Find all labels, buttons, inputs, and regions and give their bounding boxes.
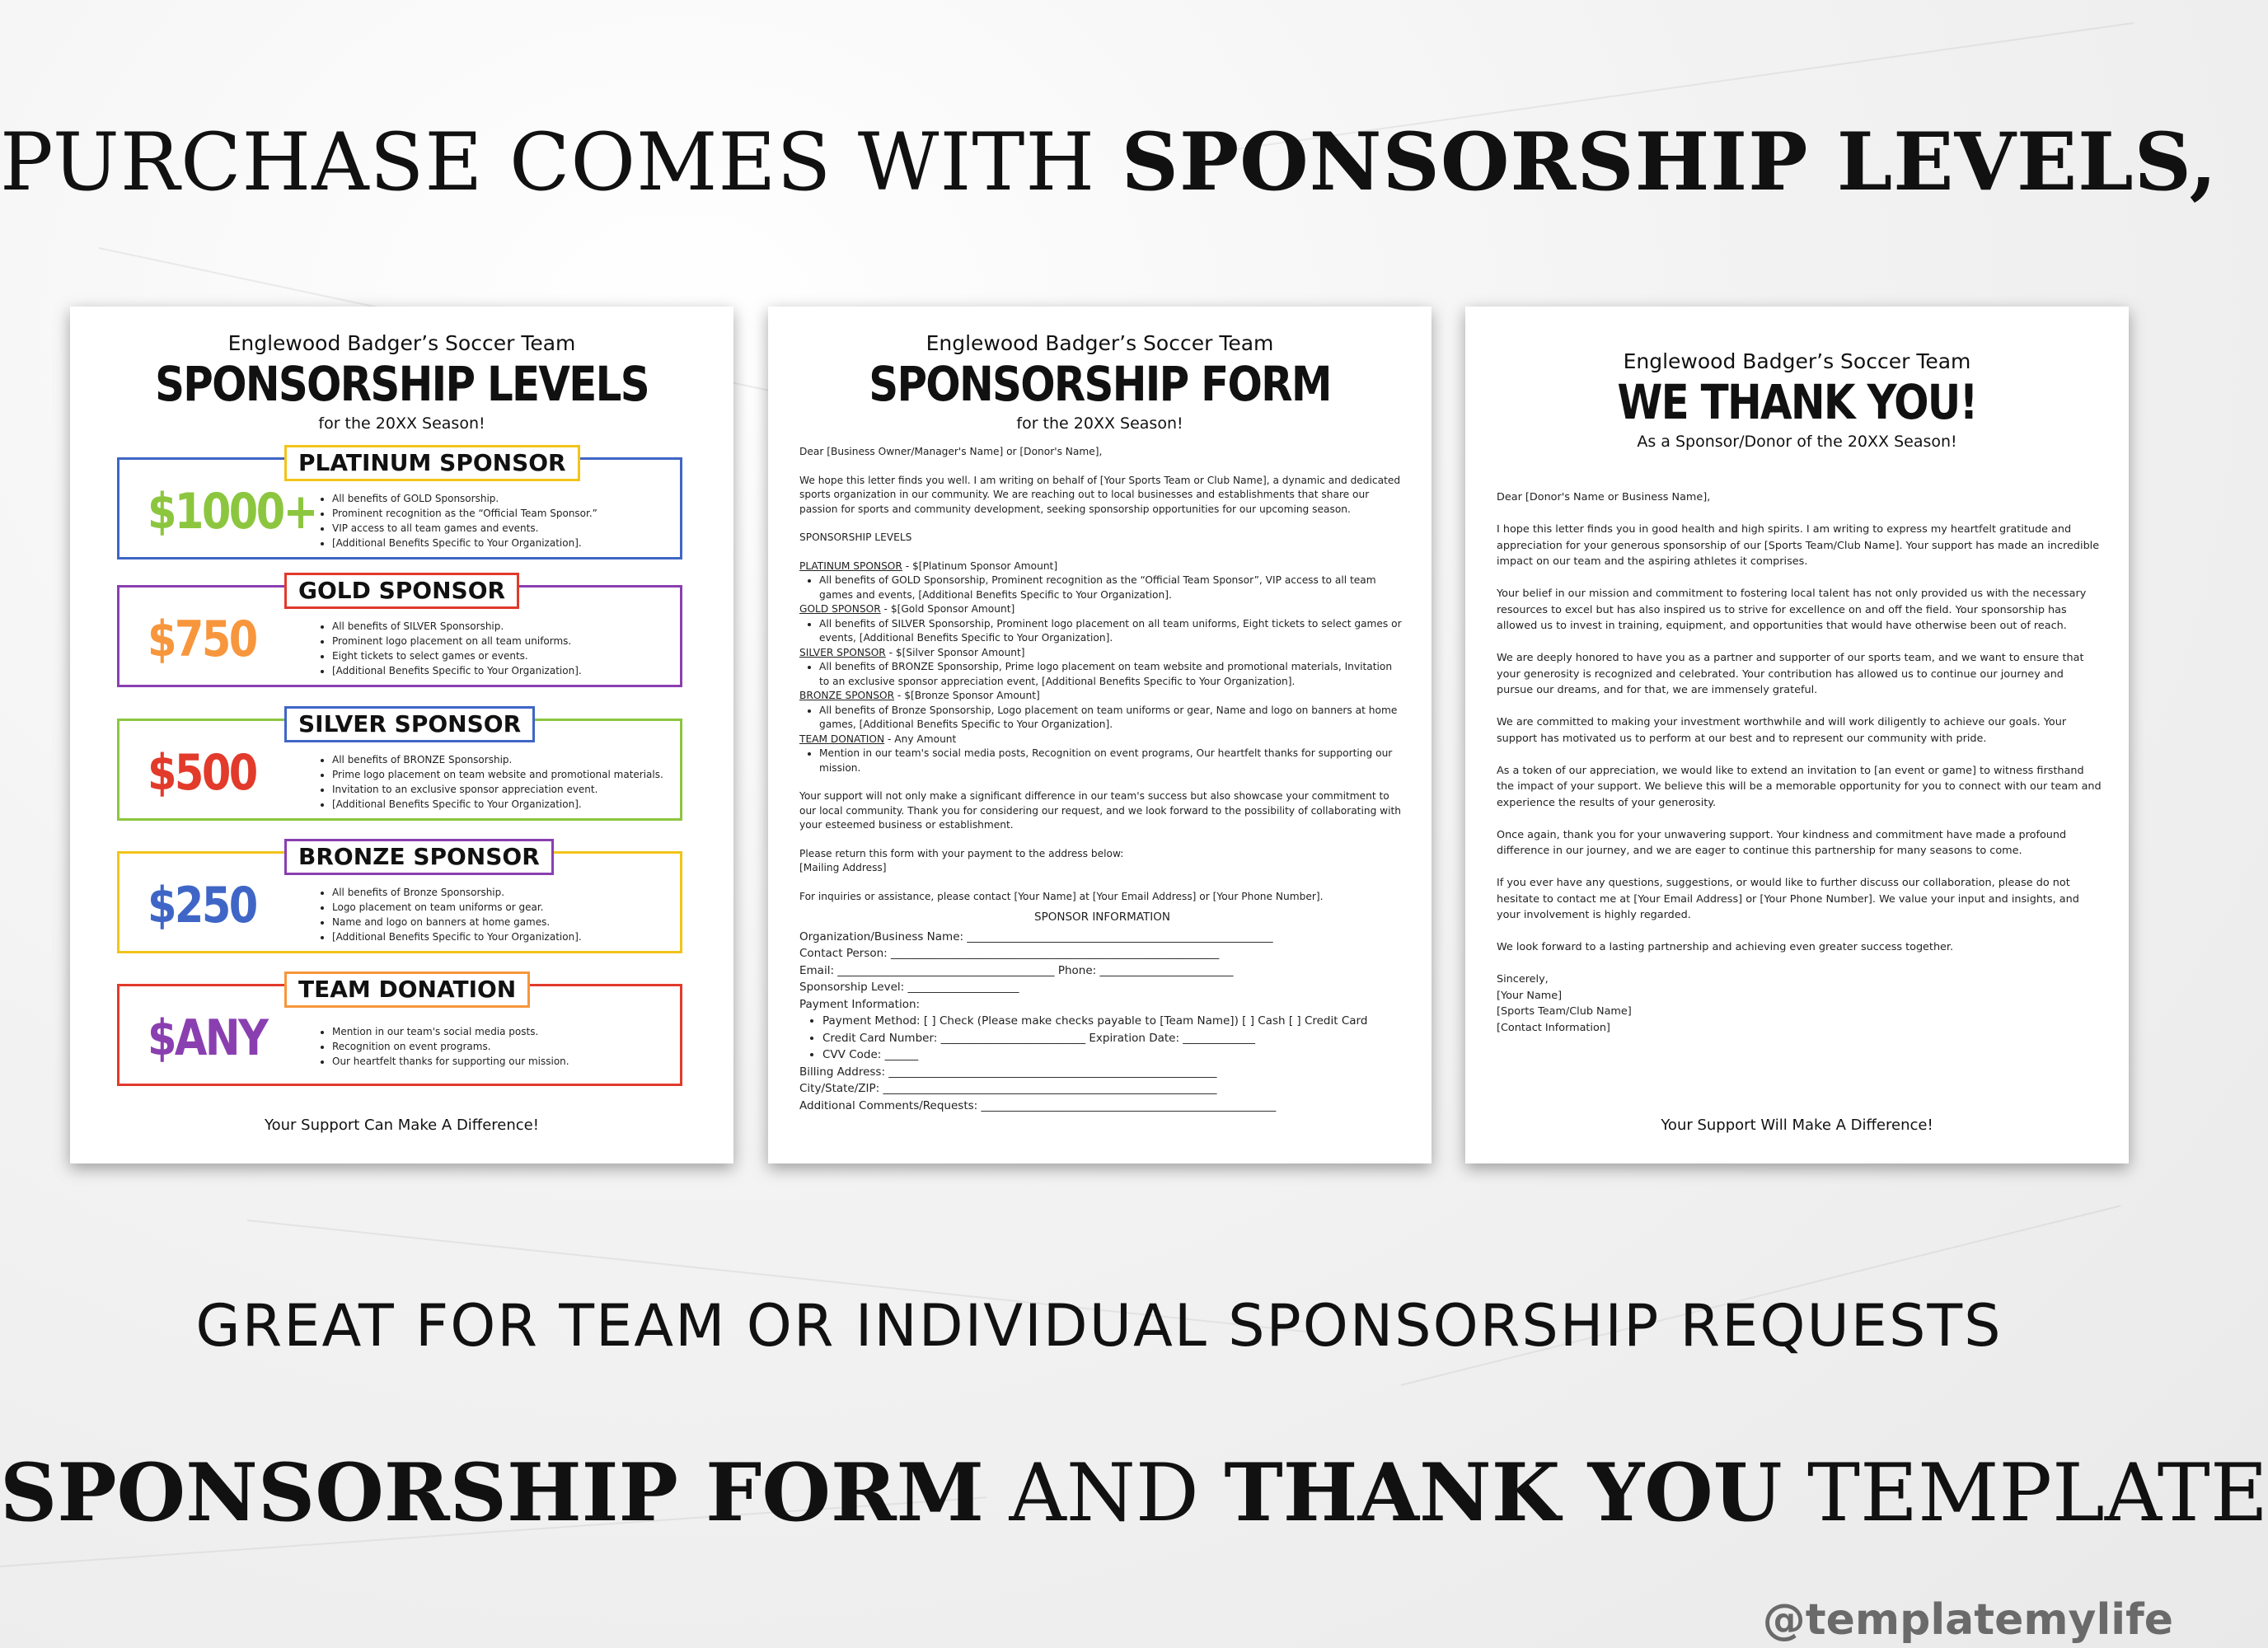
form-greeting: Dear [Business Owner/Manager's Name] or [Donor's Name],: [799, 446, 1103, 457]
form-level-benefits: [799, 617, 1405, 646]
levels-footer: Your Support Can Make A Difference!: [265, 1117, 539, 1134]
form-team-name: Englewood Badger’s Soccer Team: [925, 331, 1274, 355]
sponsor-level-name: SILVER SPONSOR: [284, 706, 535, 742]
form-level-description: • All benefits of BRONZE Sponsorship, Prime logo placement on team website and promotional materials, Invitation to an exclusive sponsor appreciation event, [Additional Benefits Specific to Your Organization].: [819, 660, 1405, 689]
sponsor-level-amount: $250: [148, 877, 256, 934]
sponsor-level-box: [117, 843, 682, 953]
form-level-row: [799, 733, 1405, 747]
benefit-item: • All benefits of GOLD Sponsorship.: [332, 491, 597, 506]
comments-field[interactable]: Additional Comments/Requests: _____________________________________________________: [799, 1098, 1277, 1112]
billing-address-field[interactable]: Billing Address: ___________________________________________________________: [799, 1065, 1217, 1079]
sponsor-level-amount: $500: [148, 744, 256, 802]
benefit-item: • Prime logo placement on team website and promotional materials.: [332, 767, 663, 782]
form-level-benefits: [799, 704, 1405, 733]
form-subtitle: for the 20XX Season!: [1016, 414, 1183, 433]
org-name-field[interactable]: Organization/Business Name: _______________________________________________________: [799, 929, 1273, 943]
brand-watermark: @templatemylife: [1762, 1595, 2173, 1645]
sponsor-level-box: [117, 577, 682, 687]
form-contact-line: For inquiries or assistance, please contact [Your Name] at [Your Email Address] or [Your Phone Number].: [799, 890, 1324, 902]
form-level-amount: - Any Amount: [884, 733, 957, 745]
benefit-item: • Invitation to an exclusive sponsor appreciation event.: [332, 782, 663, 797]
form-level-benefits: [799, 574, 1405, 602]
card-number-field[interactable]: • Credit Card Number: __________________________ Expiration Date: _____________: [822, 1030, 1405, 1047]
benefit-item: • All benefits of SILVER Sponsorship.: [332, 619, 582, 634]
sponsorship-level-field[interactable]: Sponsorship Level: ____________________: [799, 981, 1019, 994]
form-level-description: • All benefits of Bronze Sponsorship, Logo placement on team uniforms or gear, Name and logo on banners at home games, [Additional Benefits Specific to Your Organization].: [819, 704, 1405, 733]
thanks-body: [1497, 489, 2102, 1036]
form-support-paragraph: Your support will not only make a significant difference in our team's success but also showcase your commitment to our local community. Thank you for considering our request, and we look forward to the possibility of collaborating with your esteemed business or establishment.: [799, 790, 1402, 831]
benefit-item: • [Additional Benefits Specific to Your Organization].: [332, 929, 582, 944]
benefit-item: • VIP access to all team games and events.: [332, 521, 597, 536]
benefit-item: • Mention in our team's social media posts.: [332, 1024, 569, 1039]
headline-bottom-part3: THANK YOU: [1224, 1446, 1783, 1539]
thanks-signoff-line: Sincerely,: [1497, 973, 1549, 986]
form-level-row: [799, 646, 1405, 661]
cvv-field[interactable]: • CVV Code: ______: [822, 1046, 1405, 1064]
form-level-label: GOLD SPONSOR: [799, 603, 881, 615]
levels-subtitle: for the 20XX Season!: [318, 414, 485, 433]
headline-bottom-part2: AND: [984, 1447, 1225, 1539]
sponsor-level-name: PLATINUM SPONSOR: [284, 445, 580, 481]
headline-bottom-part4: TEMPLATE: [1782, 1447, 2268, 1539]
benefit-item: • Name and logo on banners at home games.: [332, 915, 582, 929]
sponsor-information-heading: SPONSOR INFORMATION: [1034, 911, 1170, 924]
form-level-amount: - $[Platinum Sponsor Amount]: [902, 559, 1058, 572]
sponsor-level-benefits: [321, 491, 597, 550]
thanks-team-name: Englewood Badger’s Soccer Team: [1623, 349, 1971, 373]
sponsor-level-amount: $ANY: [148, 1009, 267, 1067]
sponsorship-levels-page: [70, 307, 733, 1163]
benefit-item: • [Additional Benefits Specific to Your Organization].: [332, 536, 597, 550]
form-level-amount: - $[Silver Sponsor Amount]: [885, 646, 1025, 658]
form-level-amount: - $[Bronze Sponsor Amount]: [894, 690, 1040, 701]
form-return-line: Please return this form with your payment to the address below:: [799, 847, 1124, 859]
benefit-item: • [Additional Benefits Specific to Your Organization].: [332, 797, 663, 812]
thanks-subtitle: As a Sponsor/Donor of the 20XX Season!: [1637, 433, 1957, 451]
benefit-item: • Eight tickets to select games or events.: [332, 648, 582, 663]
sponsor-level-box: [117, 976, 682, 1086]
form-mailing-address: [Mailing Address]: [799, 862, 887, 873]
thanks-paragraph: I hope this letter finds you in good health and high spirits. I am writing to express my heartfelt gratitude and appreciation for your generous sponsorship of our [Sports Team/Club Name]. Your support has made an incredible impact on our team and the aspiring athletes it comprises.: [1497, 523, 2100, 568]
thanks-paragraph: Once again, thank you for your unwavering support. Your kindness and commitment have made a profound difference in our journey, and we are eager to continue this partnership for many seasons to come.: [1497, 828, 2067, 857]
form-level-row: [799, 559, 1405, 574]
headline-top: [0, 115, 2218, 208]
sponsor-level-benefits: [321, 1024, 569, 1069]
payment-fields: [799, 1013, 1405, 1064]
thanks-signoff-line: [Contact Information]: [1497, 1021, 1610, 1034]
form-title: SPONSORSHIP FORM: [869, 356, 1331, 412]
payment-method-field[interactable]: • Payment Method: [ ] Check (Please make checks payable to [Team Name]) [ ] Cash [ ] Credit Card: [822, 1013, 1405, 1030]
form-levels-list: [799, 559, 1405, 776]
email-phone-field[interactable]: Email: _______________________________________ Phone: ________________________: [799, 963, 1234, 977]
thanks-paragraph: We are deeply honored to have you as a partner and supporter of our sports team, and we want to ensure that your generosity is recognized and celebrated. Your contribution has allowed us to continue our journey and pursue our dreams, and for that, we are immensely grateful.: [1497, 652, 2084, 696]
thanks-paragraph: Your belief in our mission and commitment to fostering local talent has not only provided us with the necessary resources to excel but has also inspired us to strive for excellence on and off the field. Your sponsorship has allowed us to invest in training, equipment, and opportunities that would have otherwise been out of reach.: [1497, 588, 2087, 632]
levels-title: SPONSORSHIP LEVELS: [155, 356, 649, 412]
thanks-footer: Your Support Will Make A Difference!: [1661, 1117, 1933, 1134]
thanks-signoff: [1497, 971, 2102, 1036]
headline-bottom-part1: SPONSORSHIP FORM: [0, 1446, 984, 1539]
form-level-amount: - $[Gold Sponsor Amount]: [880, 603, 1015, 615]
benefit-item: • Logo placement on team uniforms or gear.: [332, 900, 582, 915]
form-level-description: • All benefits of SILVER Sponsorship, Prominent logo placement on all team uniforms, Eight tickets to select games or events, [Additional Benefits Specific to Your Organization].: [819, 617, 1405, 646]
form-levels-heading: SPONSORSHIP LEVELS: [799, 531, 912, 543]
sponsor-level-name: BRONZE SPONSOR: [284, 839, 554, 875]
sponsor-level-amount: $1000+: [148, 483, 316, 541]
thanks-signoff-line: [Sports Team/Club Name]: [1497, 1005, 1632, 1018]
sponsor-level-amount: $750: [148, 611, 256, 668]
form-level-benefits: [799, 747, 1405, 775]
benefit-item: • Prominent recognition as the “Official Team Sponsor.”: [332, 506, 597, 521]
form-body: [799, 445, 1405, 1114]
form-return-paragraph: [799, 847, 1405, 876]
headline-top-regular: PURCHASE COMES WITH: [0, 116, 1122, 208]
benefit-item: • Recognition on event programs.: [332, 1039, 569, 1054]
sponsor-fields: [799, 929, 1405, 1115]
thank-you-page: [1465, 307, 2129, 1163]
sponsor-level-name: TEAM DONATION: [284, 971, 530, 1008]
benefit-item: • All benefits of BRONZE Sponsorship.: [332, 752, 663, 767]
sponsor-level-box: [117, 449, 682, 559]
sponsor-level-box: [117, 710, 682, 821]
contact-person-field[interactable]: Contact Person: ___________________________________________________________: [799, 947, 1220, 960]
form-level-row: [799, 602, 1405, 617]
sponsor-level-benefits: [321, 752, 663, 812]
headline-middle: GREAT FOR TEAM OR INDIVIDUAL SPONSORSHIP REQUESTS: [195, 1292, 2003, 1360]
payment-info-label: Payment Information:: [799, 997, 921, 1011]
benefit-item: • [Additional Benefits Specific to Your Organization].: [332, 663, 582, 678]
thanks-paragraph: We look forward to a lasting partnership and achieving even greater success together.: [1497, 941, 1954, 953]
benefit-item: • Prominent logo placement on all team uniforms.: [332, 634, 582, 648]
form-level-label: SILVER SPONSOR: [799, 646, 886, 658]
sponsorship-form-page: [768, 307, 1432, 1163]
form-level-row: [799, 689, 1405, 704]
sponsor-level-name: GOLD SPONSOR: [284, 573, 519, 609]
form-level-label: TEAM DONATION: [799, 733, 885, 745]
thanks-paragraph: If you ever have any questions, suggestions, or would like to further discuss our collaboration, please do not hesitate to contact me at [Your Email Address] or [Your Phone Number]. We value your input and insights, and your involvement is highly regarded.: [1497, 877, 2079, 921]
sponsor-level-benefits: [321, 619, 582, 678]
sponsor-level-benefits: [321, 885, 582, 944]
thanks-paragraph: We are committed to making your investment worthwhile and will work diligently to achieve our goals. Your support has motivated us to perform at our best and to represent our community with pride.: [1497, 716, 2067, 745]
benefit-item: • Our heartfelt thanks for supporting our mission.: [332, 1054, 569, 1069]
form-level-label: BRONZE SPONSOR: [799, 690, 895, 701]
thanks-signoff-line: [Your Name]: [1497, 989, 1563, 1002]
city-state-zip-field[interactable]: City/State/ZIP: ____________________________________________________________: [799, 1082, 1217, 1095]
headline-top-bold: SPONSORSHIP LEVELS,: [1121, 115, 2218, 208]
form-level-description: • All benefits of GOLD Sponsorship, Prominent recognition as the “Official Team Sponsor”, VIP access to all team games and events, [Additional Benefits Specific to Your Organization].: [819, 574, 1405, 602]
benefit-item: • All benefits of Bronze Sponsorship.: [332, 885, 582, 900]
thanks-title: WE THANK YOU!: [1617, 374, 1977, 430]
thanks-paragraph: As a token of our appreciation, we would like to extend an invitation to [an event or game] to witness firsthand the impact of your support. We believe this will be a memorable opportunity for you to connect with our team and experience the results of your generosity.: [1497, 764, 2102, 809]
levels-team-name: Englewood Badger’s Soccer Team: [227, 331, 576, 355]
form-intro: We hope this letter finds you well. I am writing on behalf of [Your Sports Team or Club Name], a dynamic and dedicated sports organization in our community. We are reaching out to local businesses and establishments that share our passion for sports and community development, seeking sponsorship opportunities for our upcoming season.: [799, 474, 1401, 515]
thanks-greeting: Dear [Donor's Name or Business Name],: [1497, 491, 1711, 503]
form-level-benefits: [799, 660, 1405, 689]
headline-bottom: [0, 1446, 2268, 1539]
thanks-paragraphs: [1497, 522, 2102, 956]
form-level-description: • Mention in our team's social media posts, Recognition on event programs, Our heartfelt thanks for supporting our mission.: [819, 747, 1405, 775]
form-level-label: PLATINUM SPONSOR: [799, 559, 902, 572]
